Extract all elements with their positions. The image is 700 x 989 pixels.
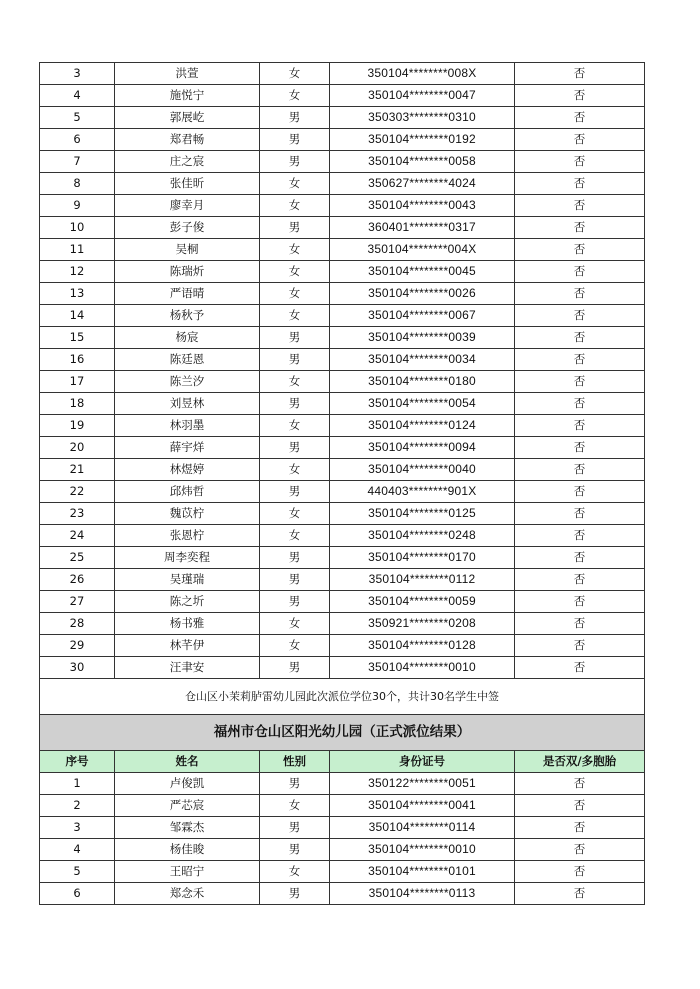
cell-id: 350104********008X [330, 63, 515, 85]
cell-twin: 否 [515, 503, 645, 525]
cell-gender: 女 [260, 613, 330, 635]
cell-id: 350104********0192 [330, 129, 515, 151]
cell-id: 350122********0051 [330, 773, 515, 795]
cell-name: 洪萱 [115, 63, 260, 85]
table-row [40, 349, 645, 371]
table-row [40, 173, 645, 195]
cell-id: 350104********0124 [330, 415, 515, 437]
cell-no: 25 [40, 547, 115, 569]
cell-no: 20 [40, 437, 115, 459]
cell-name: 吴桐 [115, 239, 260, 261]
cell-no: 17 [40, 371, 115, 393]
cell-twin: 否 [515, 591, 645, 613]
table-row [40, 861, 645, 883]
cell-gender: 男 [260, 657, 330, 679]
cell-gender: 男 [260, 883, 330, 905]
cell-no: 3 [40, 817, 115, 839]
cell-id: 350104********0043 [330, 195, 515, 217]
table1-summary-note: 仓山区小茉莉胪雷幼儿园此次派位学位30个，共计30名学生中签 [40, 679, 645, 715]
cell-no: 6 [40, 129, 115, 151]
cell-gender: 男 [260, 839, 330, 861]
table-row [40, 305, 645, 327]
cell-gender: 男 [260, 393, 330, 415]
cell-twin: 否 [515, 415, 645, 437]
cell-id: 350104********0059 [330, 591, 515, 613]
table1-body [40, 63, 645, 679]
cell-name: 严芯宸 [115, 795, 260, 817]
cell-gender: 男 [260, 817, 330, 839]
cell-no: 22 [40, 481, 115, 503]
cell-id: 350104********0010 [330, 657, 515, 679]
cell-name: 杨书雅 [115, 613, 260, 635]
cell-id: 350104********0114 [330, 817, 515, 839]
cell-name: 周李奕程 [115, 547, 260, 569]
cell-name: 张恩柠 [115, 525, 260, 547]
cell-twin: 否 [515, 773, 645, 795]
cell-no: 18 [40, 393, 115, 415]
cell-no: 28 [40, 613, 115, 635]
table2-title: 福州市仓山区阳光幼儿园（正式派位结果） [40, 715, 645, 751]
cell-gender: 男 [260, 591, 330, 613]
table-row [40, 393, 645, 415]
cell-id: 350104********0248 [330, 525, 515, 547]
cell-gender: 男 [260, 327, 330, 349]
cell-id: 350104********0128 [330, 635, 515, 657]
cell-no: 23 [40, 503, 115, 525]
cell-name: 彭子俊 [115, 217, 260, 239]
cell-name: 林芊伊 [115, 635, 260, 657]
cell-twin: 否 [515, 173, 645, 195]
cell-twin: 否 [515, 217, 645, 239]
table-row [40, 635, 645, 657]
table-row [40, 525, 645, 547]
cell-id: 350104********0058 [330, 151, 515, 173]
table-row [40, 239, 645, 261]
table-row [40, 503, 645, 525]
cell-no: 8 [40, 173, 115, 195]
header-twin: 是否双/多胞胎 [515, 751, 645, 773]
cell-name: 陈兰汐 [115, 371, 260, 393]
cell-id: 350104********0054 [330, 393, 515, 415]
table-row [40, 657, 645, 679]
table-row [40, 547, 645, 569]
cell-id: 350104********0010 [330, 839, 515, 861]
allocation-table [39, 62, 645, 905]
cell-twin: 否 [515, 283, 645, 305]
cell-no: 11 [40, 239, 115, 261]
cell-no: 13 [40, 283, 115, 305]
table-row [40, 459, 645, 481]
cell-no: 5 [40, 107, 115, 129]
table-row [40, 437, 645, 459]
table-row [40, 371, 645, 393]
table-row [40, 195, 645, 217]
cell-no: 30 [40, 657, 115, 679]
cell-twin: 否 [515, 151, 645, 173]
cell-no: 21 [40, 459, 115, 481]
cell-no: 27 [40, 591, 115, 613]
cell-id: 350104********0067 [330, 305, 515, 327]
cell-gender: 女 [260, 63, 330, 85]
cell-no: 16 [40, 349, 115, 371]
cell-id: 440403********901X [330, 481, 515, 503]
cell-twin: 否 [515, 839, 645, 861]
cell-id: 350104********0047 [330, 85, 515, 107]
cell-twin: 否 [515, 525, 645, 547]
cell-gender: 女 [260, 195, 330, 217]
cell-name: 林羽墨 [115, 415, 260, 437]
cell-twin: 否 [515, 393, 645, 415]
cell-name: 郑君畅 [115, 129, 260, 151]
cell-twin: 否 [515, 635, 645, 657]
table-row [40, 261, 645, 283]
cell-no: 1 [40, 773, 115, 795]
cell-no: 5 [40, 861, 115, 883]
cell-no: 24 [40, 525, 115, 547]
cell-id: 350627********4024 [330, 173, 515, 195]
cell-no: 26 [40, 569, 115, 591]
table2-title-row [40, 715, 645, 751]
table-row [40, 129, 645, 151]
cell-no: 2 [40, 795, 115, 817]
cell-twin: 否 [515, 107, 645, 129]
cell-id: 350104********0094 [330, 437, 515, 459]
cell-gender: 男 [260, 773, 330, 795]
cell-id: 350104********0113 [330, 883, 515, 905]
cell-no: 4 [40, 839, 115, 861]
cell-id: 350104********0101 [330, 861, 515, 883]
header-name: 姓名 [115, 751, 260, 773]
cell-gender: 女 [260, 415, 330, 437]
cell-twin: 否 [515, 195, 645, 217]
cell-name: 邹霖杰 [115, 817, 260, 839]
cell-id: 350303********0310 [330, 107, 515, 129]
cell-gender: 女 [260, 459, 330, 481]
cell-id: 350104********0041 [330, 795, 515, 817]
cell-name: 杨秋予 [115, 305, 260, 327]
cell-gender: 女 [260, 283, 330, 305]
cell-no: 14 [40, 305, 115, 327]
cell-twin: 否 [515, 129, 645, 151]
cell-name: 陈之圻 [115, 591, 260, 613]
cell-twin: 否 [515, 371, 645, 393]
cell-gender: 女 [260, 239, 330, 261]
cell-gender: 女 [260, 173, 330, 195]
cell-name: 杨佳晙 [115, 839, 260, 861]
cell-name: 卢俊凯 [115, 773, 260, 795]
cell-name: 刘昱林 [115, 393, 260, 415]
table-row [40, 839, 645, 861]
cell-id: 350104********0045 [330, 261, 515, 283]
cell-id: 350104********0170 [330, 547, 515, 569]
cell-name: 林煜婷 [115, 459, 260, 481]
table-row [40, 63, 645, 85]
table-row [40, 415, 645, 437]
table-row [40, 591, 645, 613]
table-row [40, 817, 645, 839]
cell-gender: 男 [260, 437, 330, 459]
cell-gender: 女 [260, 525, 330, 547]
cell-id: 350104********0112 [330, 569, 515, 591]
cell-twin: 否 [515, 437, 645, 459]
cell-no: 7 [40, 151, 115, 173]
cell-gender: 男 [260, 547, 330, 569]
table-row [40, 85, 645, 107]
cell-gender: 女 [260, 635, 330, 657]
cell-twin: 否 [515, 861, 645, 883]
table-row [40, 283, 645, 305]
cell-name: 杨宸 [115, 327, 260, 349]
cell-twin: 否 [515, 481, 645, 503]
header-id: 身份证号 [330, 751, 515, 773]
cell-gender: 女 [260, 795, 330, 817]
cell-name: 施悦宁 [115, 85, 260, 107]
cell-gender: 女 [260, 503, 330, 525]
cell-gender: 男 [260, 349, 330, 371]
cell-no: 29 [40, 635, 115, 657]
cell-gender: 女 [260, 305, 330, 327]
cell-name: 庄之宸 [115, 151, 260, 173]
cell-gender: 男 [260, 107, 330, 129]
cell-no: 9 [40, 195, 115, 217]
table-row [40, 327, 645, 349]
table1-summary-row [40, 679, 645, 715]
cell-twin: 否 [515, 883, 645, 905]
table-row [40, 795, 645, 817]
table-row [40, 481, 645, 503]
cell-id: 360401********0317 [330, 217, 515, 239]
cell-name: 郑念禾 [115, 883, 260, 905]
cell-no: 12 [40, 261, 115, 283]
cell-twin: 否 [515, 85, 645, 107]
cell-twin: 否 [515, 569, 645, 591]
table-row [40, 569, 645, 591]
cell-twin: 否 [515, 547, 645, 569]
cell-gender: 男 [260, 569, 330, 591]
cell-id: 350104********0125 [330, 503, 515, 525]
cell-no: 15 [40, 327, 115, 349]
cell-gender: 男 [260, 151, 330, 173]
cell-gender: 女 [260, 371, 330, 393]
cell-name: 王昭宁 [115, 861, 260, 883]
cell-gender: 女 [260, 861, 330, 883]
cell-twin: 否 [515, 63, 645, 85]
table-row [40, 107, 645, 129]
table-row [40, 883, 645, 905]
cell-name: 魏苡柠 [115, 503, 260, 525]
cell-name: 邱炜哲 [115, 481, 260, 503]
cell-id: 350104********0040 [330, 459, 515, 481]
cell-no: 3 [40, 63, 115, 85]
cell-gender: 女 [260, 85, 330, 107]
cell-twin: 否 [515, 327, 645, 349]
cell-twin: 否 [515, 305, 645, 327]
cell-id: 350104********0026 [330, 283, 515, 305]
cell-twin: 否 [515, 261, 645, 283]
cell-id: 350104********0039 [330, 327, 515, 349]
cell-twin: 否 [515, 795, 645, 817]
cell-name: 陈瑞炘 [115, 261, 260, 283]
table2-body [40, 773, 645, 905]
cell-name: 严语晴 [115, 283, 260, 305]
cell-twin: 否 [515, 613, 645, 635]
allocation-sheet [39, 62, 644, 905]
cell-gender: 女 [260, 261, 330, 283]
cell-no: 4 [40, 85, 115, 107]
cell-name: 郭展屹 [115, 107, 260, 129]
cell-no: 19 [40, 415, 115, 437]
cell-gender: 男 [260, 129, 330, 151]
header-gender: 性别 [260, 751, 330, 773]
cell-name: 张佳昕 [115, 173, 260, 195]
cell-twin: 否 [515, 817, 645, 839]
table-row [40, 773, 645, 795]
cell-no: 6 [40, 883, 115, 905]
cell-gender: 男 [260, 217, 330, 239]
cell-id: 350104********0180 [330, 371, 515, 393]
cell-id: 350921********0208 [330, 613, 515, 635]
cell-name: 汪聿安 [115, 657, 260, 679]
header-no: 序号 [40, 751, 115, 773]
cell-name: 廖幸月 [115, 195, 260, 217]
cell-name: 薛宇烊 [115, 437, 260, 459]
table-row [40, 217, 645, 239]
cell-id: 350104********004X [330, 239, 515, 261]
table2-header-row [40, 751, 645, 773]
table-row [40, 151, 645, 173]
cell-gender: 男 [260, 481, 330, 503]
cell-no: 10 [40, 217, 115, 239]
cell-name: 吴瑾瑞 [115, 569, 260, 591]
cell-twin: 否 [515, 239, 645, 261]
table-row [40, 613, 645, 635]
cell-name: 陈廷恩 [115, 349, 260, 371]
cell-twin: 否 [515, 657, 645, 679]
cell-id: 350104********0034 [330, 349, 515, 371]
cell-twin: 否 [515, 349, 645, 371]
cell-twin: 否 [515, 459, 645, 481]
